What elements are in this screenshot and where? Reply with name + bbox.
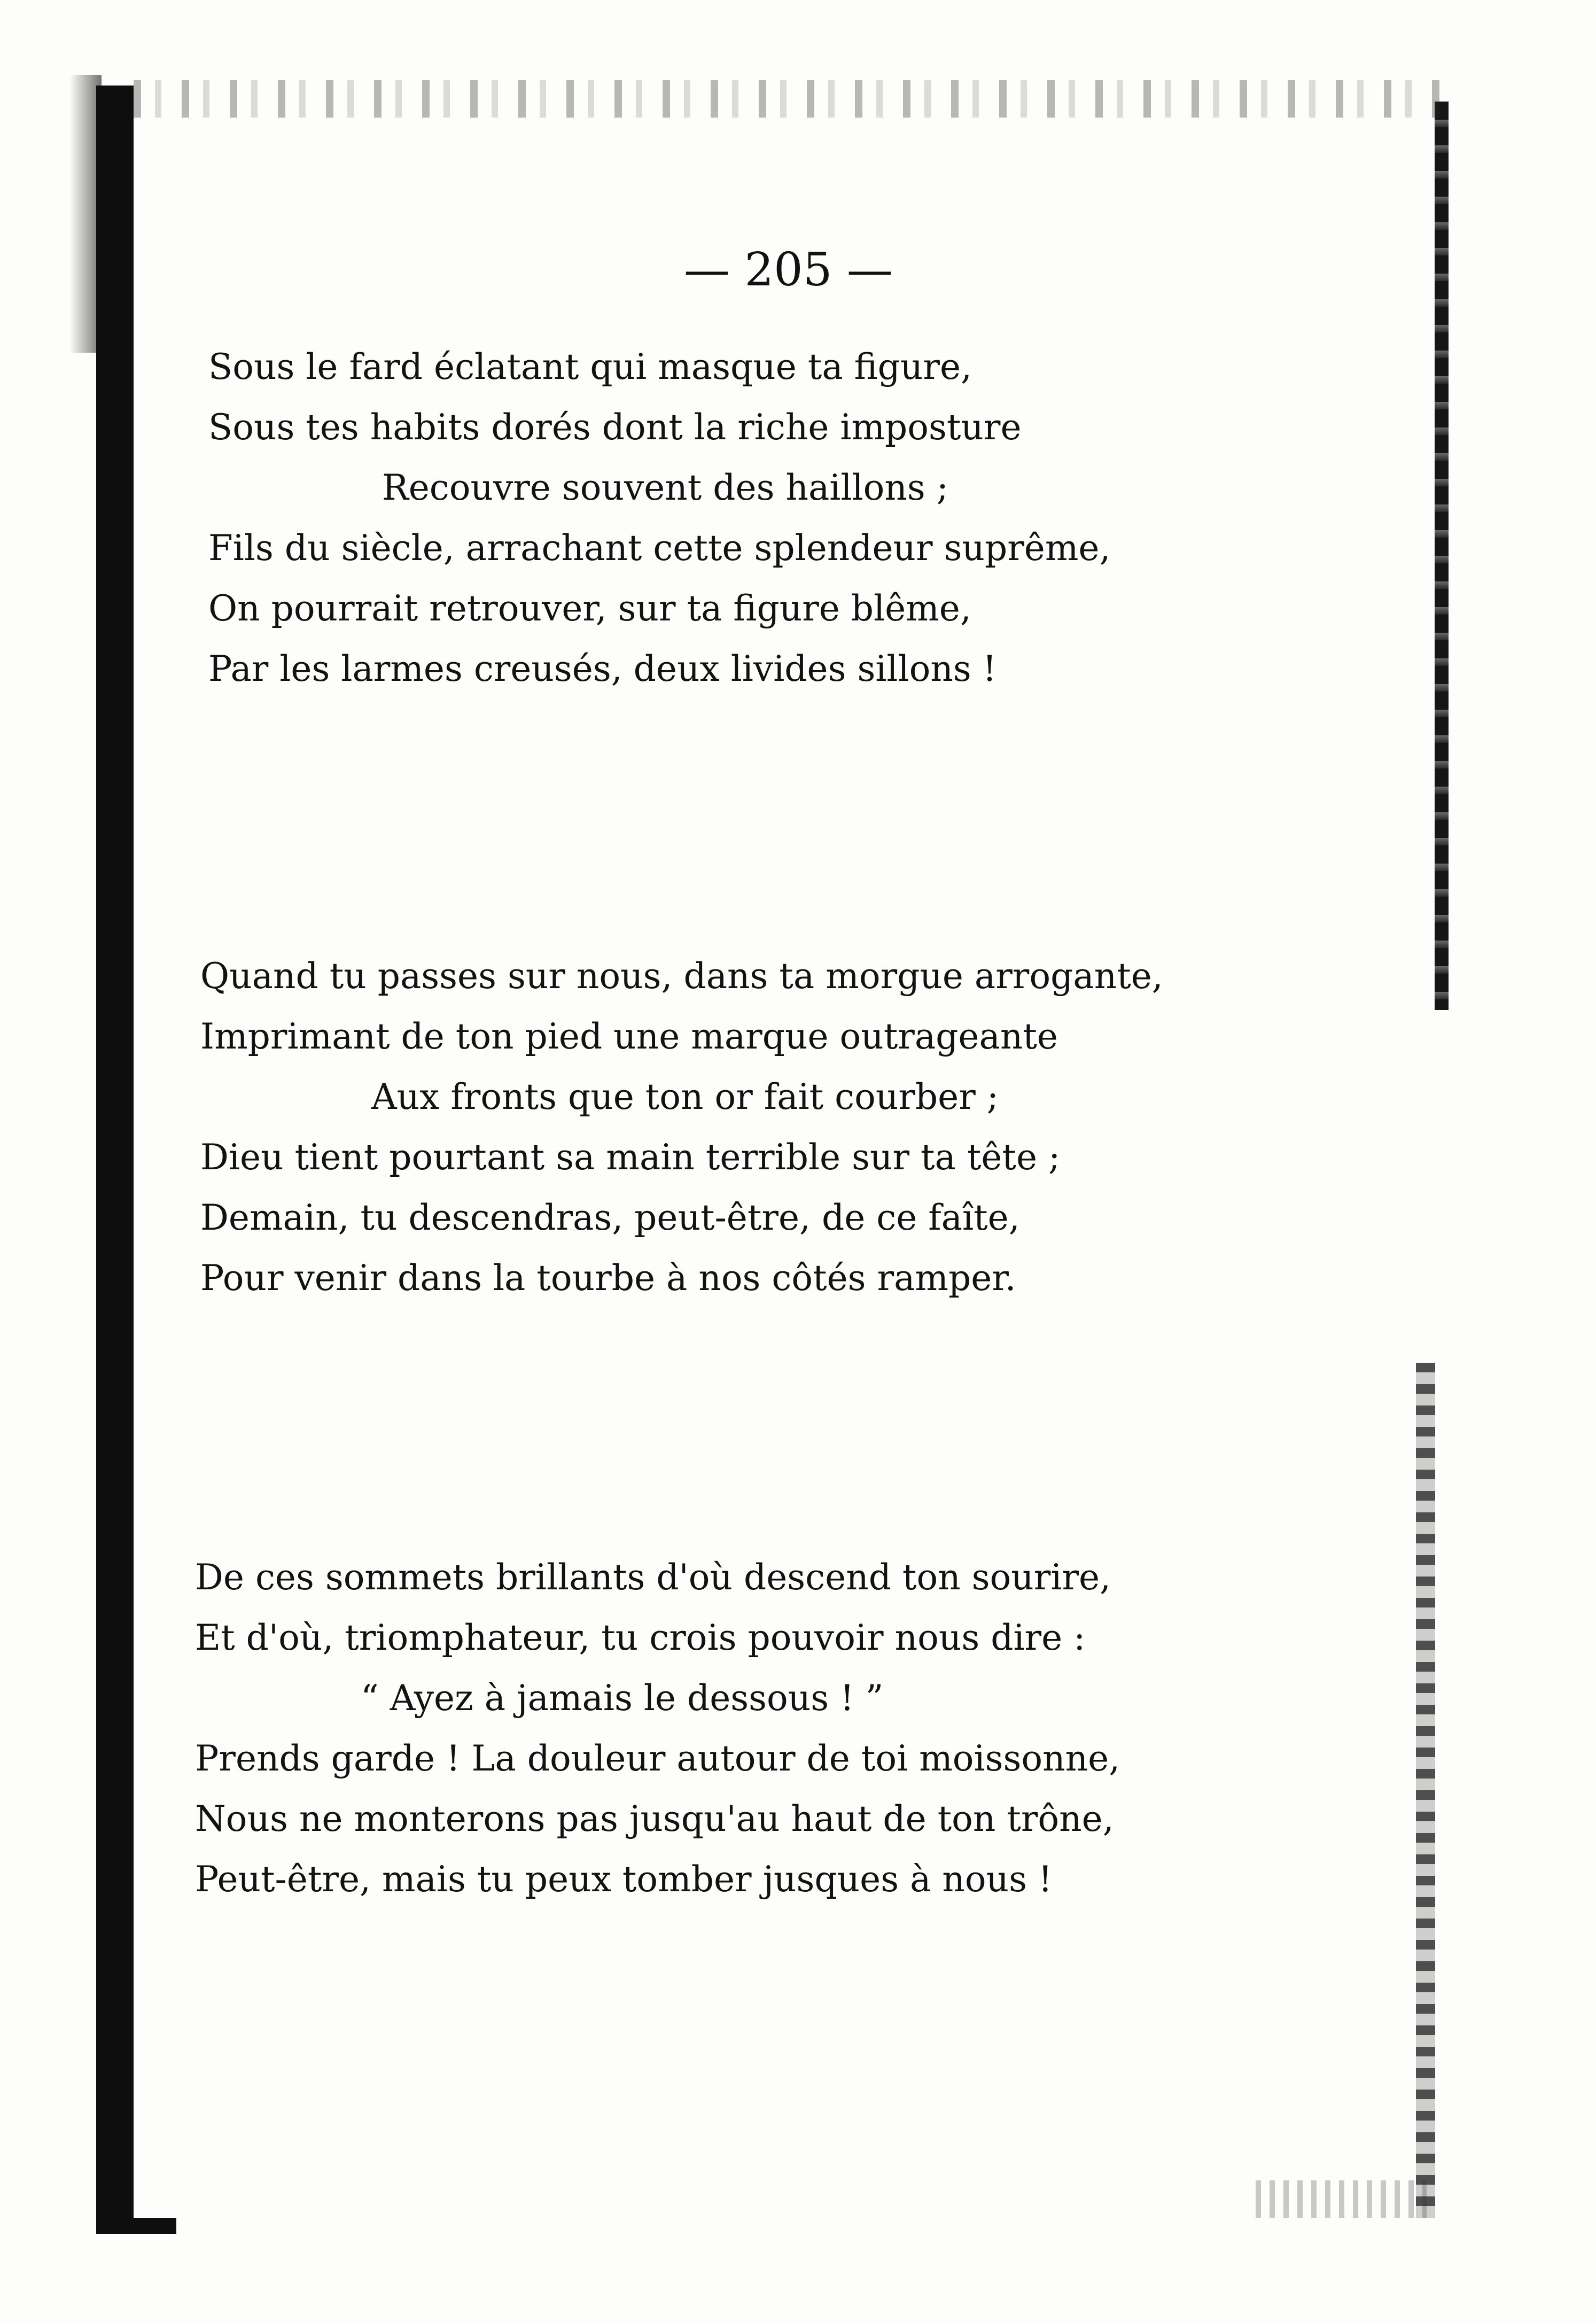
page-number: — 205 — <box>684 243 893 297</box>
scan-edge-right-lower <box>1416 1363 1435 2218</box>
verse-line: Pour venir dans la tourbe à nos côtés ramper. <box>200 1257 1016 1299</box>
verse-line: Sous le fard éclatant qui masque ta figure, <box>208 346 972 387</box>
verse-line: De ces sommets brillants d'où descend ton sourire, <box>195 1557 1111 1598</box>
verse-line: On pourrait retrouver, sur ta figure blême, <box>208 588 971 629</box>
verse-line: “ Ayez à jamais le dessous ! ” <box>361 1678 884 1719</box>
binding-edge-left <box>96 86 134 2234</box>
verse-line: Recouvre souvent des haillons ; <box>382 467 948 508</box>
verse-line: Imprimant de ton pied une marque outrageante <box>200 1016 1058 1057</box>
verse-line: Dieu tient pourtant sa main terrible sur ta tête ; <box>200 1137 1061 1178</box>
verse-line: Demain, tu descendras, peut-être, de ce faîte, <box>200 1197 1020 1238</box>
scan-edge-right-upper <box>1435 102 1449 1010</box>
verse-line: Fils du siècle, arrachant cette splendeur suprême, <box>208 527 1111 569</box>
verse-line: Quand tu passes sur nous, dans ta morgue arrogante, <box>200 956 1163 997</box>
verse-line: Sous tes habits dorés dont la riche imposture <box>208 407 1022 448</box>
scan-noise-top <box>134 80 1448 118</box>
verse-line: Prends garde ! La douleur autour de toi moissonne, <box>195 1738 1120 1779</box>
binding-edge-foot <box>96 2218 176 2234</box>
verse-line: Par les larmes creusés, deux livides sillons ! <box>208 648 997 689</box>
verse-line: Nous ne monterons pas jusqu'au haut de ton trône, <box>195 1798 1114 1839</box>
scan-noise-bottom <box>1256 2180 1427 2218</box>
verse-line: Peut-être, mais tu peux tomber jusques à nous ! <box>195 1859 1053 1900</box>
verse-line: Et d'où, triomphateur, tu crois pouvoir nous dire : <box>195 1617 1086 1658</box>
verse-line: Aux fronts que ton or fait courber ; <box>371 1076 999 1117</box>
